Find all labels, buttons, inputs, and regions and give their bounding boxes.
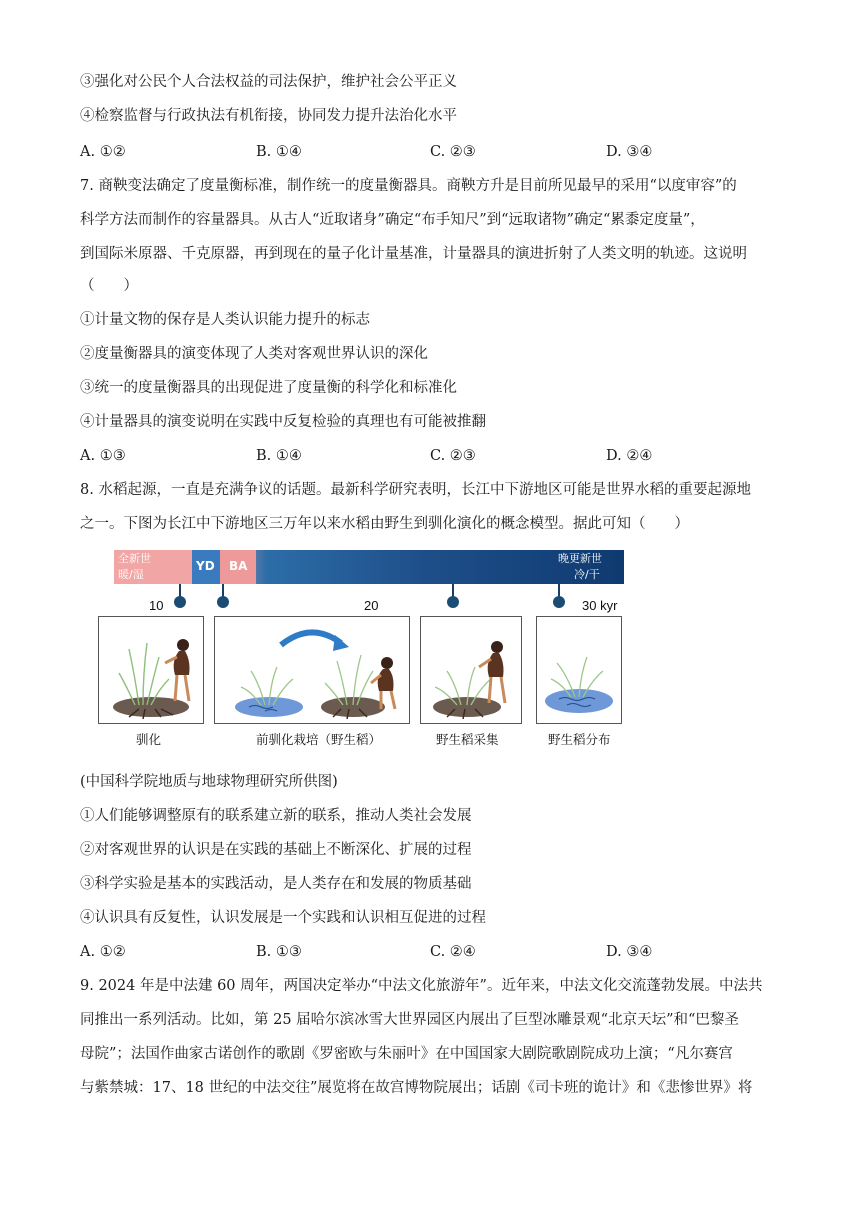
- choice-b[interactable]: B. ①③: [256, 944, 302, 960]
- q9-stem-line: 与紫禁城：17、18 世纪的中法交往”展览将在故宫博物院展出；话剧《司卡班的诡计》和《悲惨世界》将: [80, 1080, 753, 1096]
- caption-wild-distribution: 野生稻分布: [548, 732, 611, 747]
- q8-option: ①人们能够调整原有的联系建立新的联系，推动人类社会发展: [80, 808, 472, 824]
- choice-c[interactable]: C. ②④: [430, 944, 476, 960]
- pre-domestication-illustration: [215, 617, 409, 723]
- choice-b[interactable]: B. ①④: [256, 448, 302, 464]
- q9-stem-line: 9. 2024 年是中法建 60 周年，两国决定举办“中法文化旅游年”。近年来，中法文化交流蓬勃发展。中法共: [80, 978, 763, 994]
- caption-wild-gathering: 野生稻采集: [436, 732, 499, 747]
- choice-b[interactable]: B. ①④: [256, 144, 302, 160]
- ba-label: BA: [229, 559, 248, 573]
- panel-wild-gathering: [420, 616, 522, 724]
- q7-answer-blank: （ ）: [80, 278, 138, 294]
- panel-wild-distribution: [536, 616, 622, 724]
- person-figure: [479, 641, 505, 703]
- tick-label-20: 20: [364, 598, 379, 613]
- q7-option: ②度量衡器具的演变体现了人类对客观世界认识的深化: [80, 346, 428, 362]
- q9-stem-line: 同推出一系列活动。比如，第 25 届哈尔滨冰雪大世界园区内展出了巨型冰雕景观“北京天坛”和“巴黎圣: [80, 1012, 739, 1028]
- late-pleistocene-label: 晚更新世: [558, 552, 602, 565]
- option-3-text: ③强化对公民个人合法权益的司法保护，维护社会公平正义: [80, 74, 457, 90]
- choice-c[interactable]: C. ②③: [430, 144, 476, 160]
- wild-gathering-illustration: [421, 617, 521, 723]
- q7-stem-line: 7. 商鞅变法确定了度量衡标准，制作统一的度量衡器具。商鞅方升是目前所见最早的采用“以度审容”的: [80, 178, 737, 194]
- caption-domestication: 驯化: [136, 732, 162, 747]
- rice-domestication-figure: [96, 548, 636, 748]
- choice-a[interactable]: A. ①②: [80, 144, 126, 160]
- q7-option: ①计量文物的保存是人类认识能力提升的标志: [80, 312, 370, 328]
- wild-distribution-illustration: [537, 617, 621, 723]
- option-4-text: ④检察监督与行政执法有机衔接，协同发力提升法治化水平: [80, 108, 457, 124]
- domestication-illustration: [99, 617, 203, 723]
- tick-dot: [217, 596, 229, 608]
- holocene-climate-label: 暖/湿: [118, 568, 144, 581]
- q8-option: ④认识具有反复性，认识发展是一个实践和认识相互促进的过程: [80, 910, 486, 926]
- q8-stem-line: 之一。下图为长江中下游地区三万年以来水稻由野生到驯化演化的概念模型。据此可知（ ）: [80, 516, 689, 532]
- choice-a[interactable]: A. ①②: [80, 944, 126, 960]
- tick-dot: [447, 596, 459, 608]
- q7-stem-line: 科学方法而制作的容量器具。从古人“近取诸身”确定“布手知尺”到“远取诸物”确定“累黍定度量”，: [80, 212, 705, 228]
- choice-d[interactable]: D. ③④: [606, 144, 653, 160]
- q9-stem-line: 母院”；法国作曲家古诺创作的歌剧《罗密欧与朱丽叶》在中国国家大剧院歌剧院成功上演；“凡尔赛宫: [80, 1046, 733, 1062]
- late-climate-label: 冷/干: [574, 568, 600, 581]
- choice-c[interactable]: C. ②③: [430, 448, 476, 464]
- q7-stem-line: 到国际米原器、千克原器，再到现在的量子化计量基准，计量器具的演进折射了人类文明的轨迹。这说明: [80, 246, 747, 262]
- yd-label: YD: [196, 559, 215, 573]
- choice-d[interactable]: D. ③④: [606, 944, 653, 960]
- figure-source: (中国科学院地质与地球物理研究所供图): [80, 774, 338, 790]
- tick-dot: [174, 596, 186, 608]
- tick-dot: [553, 596, 565, 608]
- panel-pre-domestication: [214, 616, 410, 724]
- q7-option: ④计量器具的演变说明在实践中反复检验的真理也有可能被推翻: [80, 414, 486, 430]
- choice-a[interactable]: A. ①③: [80, 448, 126, 464]
- holocene-label: 全新世: [118, 552, 151, 565]
- person-figure: [165, 639, 190, 701]
- q7-option: ③统一的度量衡器具的出现促进了度量衡的科学化和标准化: [80, 380, 457, 396]
- q8-option: ②对客观世界的认识是在实践的基础上不断深化、扩展的过程: [80, 842, 472, 858]
- choice-d[interactable]: D. ②④: [606, 448, 653, 464]
- q8-option: ③科学实验是基本的实践活动，是人类存在和发展的物质基础: [80, 876, 472, 892]
- tick-label-30: 30 kyr: [582, 598, 618, 613]
- caption-pre-domestication: 前驯化栽培（野生稻）: [256, 732, 382, 747]
- q8-stem-line: 8. 水稻起源，一直是充满争议的话题。最新科学研究表明，长江中下游地区可能是世界水稻的重要起源地: [80, 482, 751, 498]
- panel-domestication: [98, 616, 204, 724]
- tick-label-10: 10: [149, 598, 164, 613]
